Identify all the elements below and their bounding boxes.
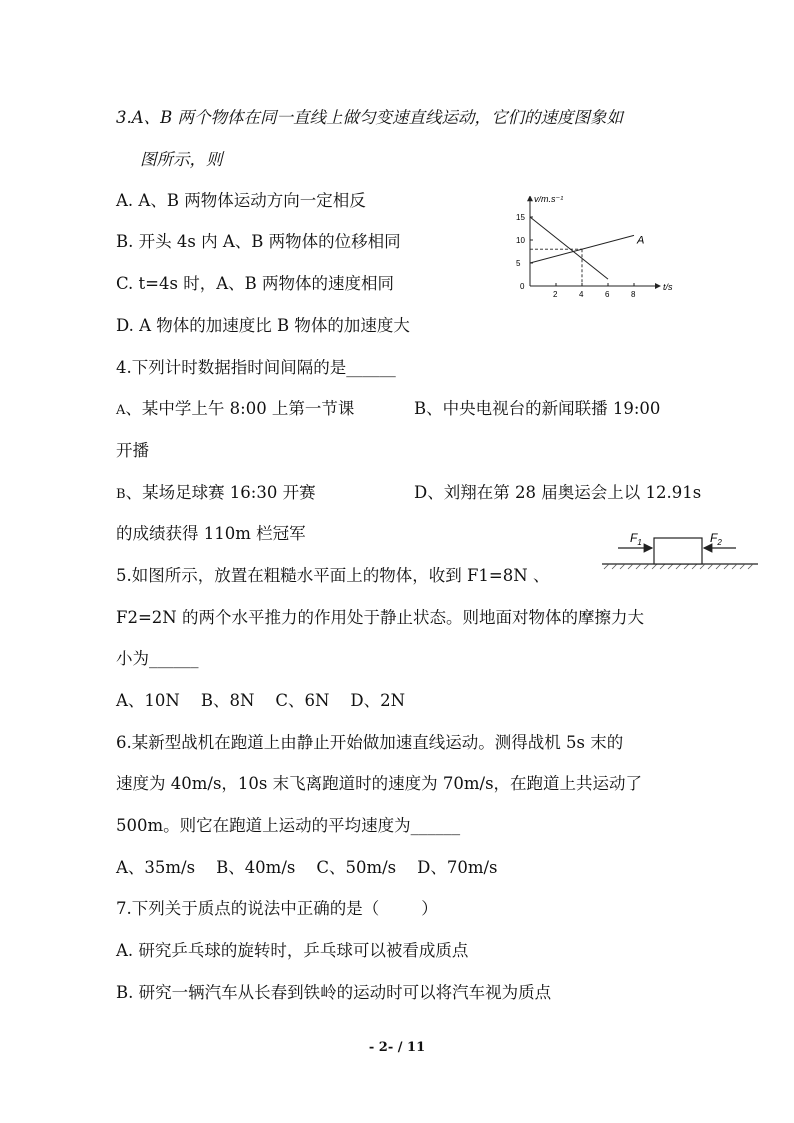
velocity-time-chart (505, 196, 685, 306)
q4-option-c (116, 482, 316, 506)
q4-option-b: B、中央电视台的新闻联播 19:00 (414, 399, 661, 418)
y-tick-label: 15 (516, 213, 525, 222)
f2-label: $F_2$ (710, 531, 722, 547)
q4-option-d: D、刘翔在第 28 届奥运会上以 12.91s (414, 483, 702, 502)
q6-stem-line2: 速度为 40m/s，10s 末飞离跑道时的速度为 70m/s，在跑道上共运动了 (116, 774, 643, 793)
q5-stem-line1: 5.如图所示，放置在粗糙水平面上的物体，收到 F1=8N 、 (116, 566, 550, 585)
q4-option-a (116, 398, 354, 422)
q6-stem-line1: 6.某新型战机在跑道上由静止开始做加速直线运动。测得战机 5s 末的 (116, 733, 624, 752)
q7-option-b: B. 研究一辆汽车从长春到铁岭的运动时可以将汽车视为质点 (116, 983, 552, 1002)
q4-option-a-text: 、某中学上午 8:00 上第一节课 (125, 399, 355, 418)
q4-option-d-cont: 的成绩获得 110m 栏冠军 (116, 524, 306, 543)
page-number: - 2- / 11 (368, 1040, 426, 1055)
x-axis-arrow (655, 283, 661, 289)
x-tick-label: 6 (605, 290, 610, 299)
q3-option-d: D. A 物体的加速度比 B 物体的加速度大 (116, 316, 410, 335)
q3-stem-line1: 3.A、B 两个物体在同一直线上做匀变速直线运动，它们的速度图象如 (116, 108, 624, 127)
q3-option-b: B. 开头 4s 内 A、B 两物体的位移相同 (116, 232, 401, 251)
y-axis-label: v/m.s⁻¹ (534, 196, 564, 205)
series-line-2 (530, 217, 608, 279)
y-tick-label: 10 (516, 236, 525, 245)
q5-stem-line3: 小为______ (116, 649, 199, 668)
q3-option-a: A. A、B 两物体运动方向一定相反 (116, 191, 366, 210)
block (654, 538, 702, 564)
q5-stem-line2: F2=2N 的两个水平推力的作用处于静止状态。则地面对物体的摩擦力大 (116, 608, 644, 627)
q3-stem-line2: 图所示，则 (140, 150, 223, 169)
q4-option-c-prefix: B (116, 487, 126, 502)
y-axis-arrow (527, 196, 533, 201)
x-tick-label: 2 (553, 290, 558, 299)
q5-options: A、10N B、8N C、6N D、2N (116, 691, 406, 710)
q4-option-b-cont: 开播 (116, 441, 149, 460)
x-tick-label: 8 (631, 290, 636, 299)
q6-options: A、35m/s B、40m/s C、50m/s D、70m/s (116, 858, 498, 877)
series-label-A: A (637, 234, 645, 247)
f1-label: $F_1$ (630, 531, 642, 547)
x-tick-label: 4 (579, 290, 584, 299)
q3-option-c: C. t=4s 时，A、B 两物体的速度相同 (116, 274, 394, 293)
q6-stem-line3: 500m。则它在跑道上运动的平均速度为______ (116, 816, 461, 835)
q4-option-c-text: 、某场足球赛 16:30 开赛 (125, 483, 316, 502)
q4-stem: 4.下列计时数据指时间间隔的是______ (116, 358, 396, 377)
origin-label: 0 (520, 282, 525, 291)
y-tick-label: 5 (516, 259, 521, 268)
x-axis-label: t/s (663, 282, 673, 292)
force-diagram (598, 526, 760, 576)
q4-option-a-prefix: A (116, 403, 126, 418)
q7-stem: 7.下列关于质点的说法中正确的是（ ） (116, 899, 438, 918)
q7-option-a: A. 研究乒乓球的旋转时，乒乓球可以被看成质点 (116, 941, 469, 960)
